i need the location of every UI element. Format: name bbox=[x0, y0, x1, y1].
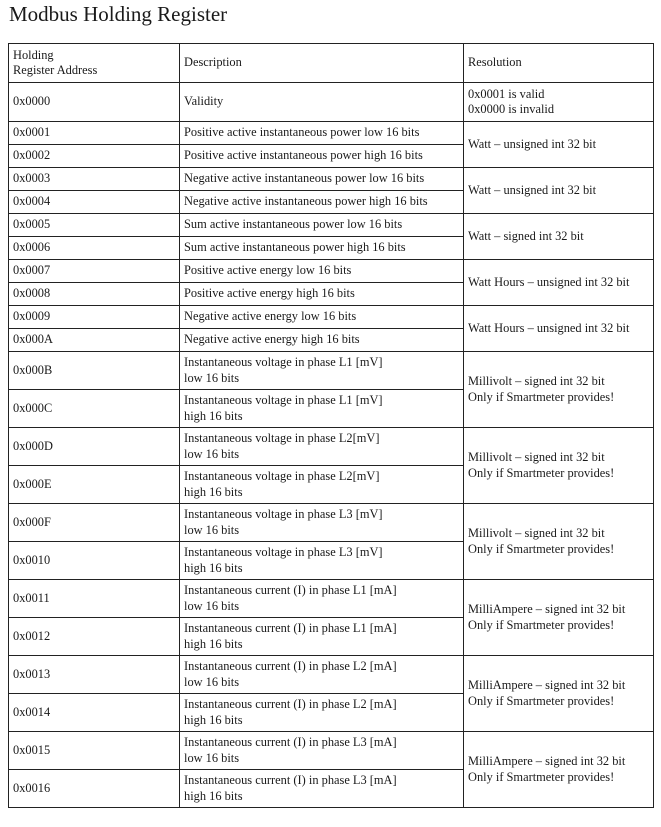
validity-resolution-line2: 0x0000 is invalid bbox=[468, 102, 555, 116]
register-resolution-line1: Watt – unsigned int 32 bit bbox=[468, 182, 597, 197]
register-description bbox=[180, 504, 464, 542]
register-description-line1: Negative active instantaneous power high 16 bits bbox=[184, 194, 428, 209]
register-address: 0x0010 bbox=[9, 542, 180, 580]
register-resolution-line1: Watt Hours – unsigned int 32 bit bbox=[468, 274, 630, 289]
header-resolution: Resolution bbox=[464, 44, 654, 83]
register-resolution-line1: Millivolt – signed int 32 bit bbox=[468, 526, 605, 540]
register-address: 0x0001 bbox=[9, 122, 180, 145]
validity-row bbox=[9, 83, 654, 122]
register-description-line2: high 16 bits bbox=[184, 560, 243, 575]
register-resolution bbox=[464, 732, 654, 808]
register-description-line1: Instantaneous current (I) in phase L1 [mA] bbox=[184, 621, 397, 635]
register-address: 0x0013 bbox=[9, 656, 180, 694]
register-description-line1: Instantaneous voltage in phase L1 [mV] bbox=[184, 393, 383, 407]
register-description-line1: Instantaneous voltage in phase L2[mV] bbox=[184, 469, 380, 483]
table-row bbox=[9, 732, 654, 770]
register-description bbox=[180, 214, 464, 237]
register-resolution-line1: Watt Hours – unsigned int 32 bit bbox=[468, 320, 630, 335]
header-description: Description bbox=[180, 44, 464, 83]
register-table-body bbox=[9, 44, 654, 808]
register-description bbox=[180, 122, 464, 145]
register-description-line2: low 16 bits bbox=[184, 522, 240, 537]
register-resolution-line1: Watt – unsigned int 32 bit bbox=[468, 136, 597, 151]
register-description bbox=[180, 694, 464, 732]
register-description-line1: Instantaneous current (I) in phase L2 [mA] bbox=[184, 697, 397, 711]
register-resolution bbox=[464, 122, 654, 168]
register-address: 0x000D bbox=[9, 428, 180, 466]
register-address: 0x0005 bbox=[9, 214, 180, 237]
register-description bbox=[180, 618, 464, 656]
table-row bbox=[9, 260, 654, 283]
register-resolution bbox=[464, 306, 654, 352]
table-row bbox=[9, 352, 654, 390]
register-description-line1: Positive active energy low 16 bits bbox=[184, 263, 352, 278]
register-description bbox=[180, 191, 464, 214]
register-description bbox=[180, 428, 464, 466]
register-address: 0x000C bbox=[9, 390, 180, 428]
register-description-line1: Instantaneous voltage in phase L3 [mV] bbox=[184, 545, 383, 559]
register-description bbox=[180, 260, 464, 283]
table-row bbox=[9, 580, 654, 618]
register-resolution-line1: MilliAmpere – signed int 32 bit bbox=[468, 602, 626, 616]
validity-resolution-line1: 0x0001 is valid bbox=[468, 86, 545, 101]
register-description-line2: high 16 bits bbox=[184, 712, 243, 727]
register-resolution bbox=[464, 168, 654, 214]
register-resolution-line1: Millivolt – signed int 32 bit bbox=[468, 450, 605, 464]
register-description-line1: Positive active energy high 16 bits bbox=[184, 286, 355, 301]
page-title: Modbus Holding Register bbox=[9, 2, 228, 26]
register-address: 0x0008 bbox=[9, 283, 180, 306]
table-row bbox=[9, 656, 654, 694]
register-description bbox=[180, 168, 464, 191]
register-description-line1: Positive active instantaneous power low 16 bits bbox=[184, 125, 420, 140]
register-description bbox=[180, 329, 464, 352]
register-resolution bbox=[464, 656, 654, 732]
register-description bbox=[180, 732, 464, 770]
register-resolution-line2: Only if Smartmeter provides! bbox=[468, 617, 615, 632]
register-description-line2: low 16 bits bbox=[184, 750, 240, 765]
register-description bbox=[180, 237, 464, 260]
register-address: 0x0003 bbox=[9, 168, 180, 191]
register-resolution-line1: MilliAmpere – signed int 32 bit bbox=[468, 754, 626, 768]
register-address: 0x000F bbox=[9, 504, 180, 542]
register-description-line2: high 16 bits bbox=[184, 788, 243, 803]
register-resolution-line2: Only if Smartmeter provides! bbox=[468, 541, 615, 556]
register-resolution-line1: MilliAmpere – signed int 32 bit bbox=[468, 678, 626, 692]
table-row bbox=[9, 168, 654, 191]
register-description bbox=[180, 283, 464, 306]
header-address-line2: Register Address bbox=[13, 63, 98, 77]
register-address: 0x0004 bbox=[9, 191, 180, 214]
register-resolution bbox=[464, 260, 654, 306]
register-description-line1: Instantaneous current (I) in phase L3 [mA] bbox=[184, 735, 397, 749]
register-address: 0x0009 bbox=[9, 306, 180, 329]
register-address: 0x000E bbox=[9, 466, 180, 504]
register-resolution-line1: Watt – signed int 32 bit bbox=[468, 228, 584, 243]
register-resolution bbox=[464, 504, 654, 580]
register-description-line1: Instantaneous voltage in phase L3 [mV] bbox=[184, 507, 383, 521]
validity-description: Validity bbox=[180, 83, 464, 122]
register-address: 0x0011 bbox=[9, 580, 180, 618]
register-description-line1: Instantaneous voltage in phase L2[mV] bbox=[184, 431, 380, 445]
register-description-line1: Instantaneous current (I) in phase L2 [mA] bbox=[184, 659, 397, 673]
register-address: 0x0016 bbox=[9, 770, 180, 808]
register-resolution-line2: Only if Smartmeter provides! bbox=[468, 693, 615, 708]
header-row bbox=[9, 44, 654, 83]
register-address: 0x0007 bbox=[9, 260, 180, 283]
register-resolution-line2: Only if Smartmeter provides! bbox=[468, 769, 615, 784]
register-resolution bbox=[464, 428, 654, 504]
register-description-line2: low 16 bits bbox=[184, 446, 240, 461]
register-description-line1: Negative active instantaneous power low 16 bits bbox=[184, 171, 425, 186]
header-address bbox=[9, 44, 180, 83]
register-description-line1: Instantaneous current (I) in phase L3 [mA] bbox=[184, 773, 397, 787]
register-address: 0x0006 bbox=[9, 237, 180, 260]
register-description bbox=[180, 390, 464, 428]
register-description bbox=[180, 542, 464, 580]
register-description bbox=[180, 145, 464, 168]
register-description bbox=[180, 580, 464, 618]
register-description bbox=[180, 656, 464, 694]
table-row bbox=[9, 428, 654, 466]
register-description-line2: high 16 bits bbox=[184, 484, 243, 499]
register-description-line1: Sum active instantaneous power low 16 bits bbox=[184, 217, 403, 232]
register-address: 0x0014 bbox=[9, 694, 180, 732]
register-description-line2: low 16 bits bbox=[184, 370, 240, 385]
table-row bbox=[9, 214, 654, 237]
register-resolution-line2: Only if Smartmeter provides! bbox=[468, 389, 615, 404]
register-description-line1: Instantaneous voltage in phase L1 [mV] bbox=[184, 355, 383, 369]
register-description-line1: Instantaneous current (I) in phase L1 [mA] bbox=[184, 583, 397, 597]
register-description bbox=[180, 466, 464, 504]
register-description-line2: low 16 bits bbox=[184, 674, 240, 689]
register-resolution-line2: Only if Smartmeter provides! bbox=[468, 465, 615, 480]
register-resolution-line1: Millivolt – signed int 32 bit bbox=[468, 374, 605, 388]
register-resolution bbox=[464, 352, 654, 428]
register-address: 0x0002 bbox=[9, 145, 180, 168]
register-description-line1: Negative active energy low 16 bits bbox=[184, 309, 357, 324]
register-description-line2: low 16 bits bbox=[184, 598, 240, 613]
register-description-line2: high 16 bits bbox=[184, 636, 243, 651]
register-address: 0x000A bbox=[9, 329, 180, 352]
register-description bbox=[180, 352, 464, 390]
register-resolution bbox=[464, 580, 654, 656]
register-resolution bbox=[464, 214, 654, 260]
register-description-line1: Sum active instantaneous power high 16 bits bbox=[184, 240, 406, 255]
header-address-line1: Holding bbox=[13, 47, 54, 62]
register-description-line1: Positive active instantaneous power high 16 bits bbox=[184, 148, 423, 163]
table-row bbox=[9, 504, 654, 542]
register-description bbox=[180, 306, 464, 329]
table-row bbox=[9, 306, 654, 329]
register-description bbox=[180, 770, 464, 808]
validity-address: 0x0000 bbox=[9, 83, 180, 122]
register-table bbox=[8, 43, 654, 808]
register-description-line2: high 16 bits bbox=[184, 408, 243, 423]
register-address: 0x0012 bbox=[9, 618, 180, 656]
table-row bbox=[9, 122, 654, 145]
register-description-line1: Negative active energy high 16 bits bbox=[184, 332, 360, 347]
register-address: 0x000B bbox=[9, 352, 180, 390]
register-address: 0x0015 bbox=[9, 732, 180, 770]
validity-resolution bbox=[464, 83, 654, 122]
